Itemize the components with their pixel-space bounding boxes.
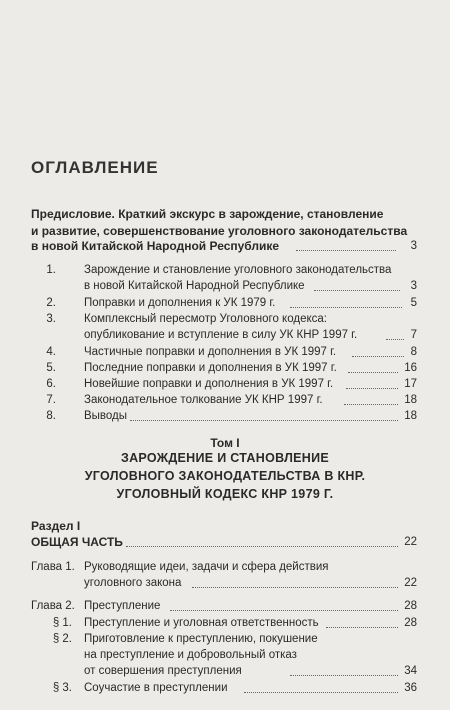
page-number: 22 bbox=[404, 536, 417, 548]
page-number: 22 bbox=[404, 577, 417, 589]
dot-leader bbox=[348, 361, 398, 373]
entry-line: Руководящие идеи, задачи и сфера действия bbox=[84, 561, 329, 573]
dot-leader bbox=[296, 239, 396, 251]
page-number: 18 bbox=[404, 410, 417, 422]
item-number: 5. bbox=[46, 362, 56, 374]
section-label-row bbox=[0, 519, 450, 535]
toc-entry-paragraph-2 bbox=[0, 632, 450, 648]
dot-leader bbox=[290, 296, 402, 308]
paragraph-label: § 2. bbox=[52, 633, 72, 645]
preface-heading bbox=[31, 206, 421, 239]
page-number: 5 bbox=[410, 297, 417, 309]
entry-line: от совершения преступления bbox=[84, 665, 242, 677]
toc-entry-paragraph-1 bbox=[0, 616, 450, 632]
entry-line: на преступление и добровольный отказ bbox=[84, 649, 297, 661]
page-number: 36 bbox=[404, 682, 417, 694]
preface-line: Предисловие. Краткий экскурс в зарождение, становление bbox=[31, 207, 384, 221]
entry-line: Последние поправки и дополнения в УК 1997 г. bbox=[84, 362, 337, 374]
entry-line: Поправки и дополнения к УК 1979 г. bbox=[84, 297, 276, 309]
page-number: 34 bbox=[404, 665, 417, 677]
toc-entry-1 bbox=[0, 263, 450, 279]
toc-entry-chapter-2 bbox=[0, 599, 450, 615]
dot-leader bbox=[192, 576, 398, 588]
dot-leader bbox=[386, 328, 404, 340]
chapter-label: Глава 1. bbox=[31, 561, 75, 573]
volume-title-line: ЗАРОЖДЕНИЕ И СТАНОВЛЕНИЕ bbox=[120, 451, 330, 465]
toc-entry-2 bbox=[0, 296, 450, 312]
page-title: ОГЛАВЛЕНИЕ bbox=[31, 158, 159, 177]
page-number: 28 bbox=[404, 617, 417, 629]
entry-line: Зарождение и становление уголовного законодательства bbox=[84, 264, 392, 276]
volume-title-line: УГОЛОВНЫЙ КОДЕКС КНР 1979 Г. bbox=[116, 487, 334, 501]
entry-line: Преступление и уголовная ответственность bbox=[84, 617, 319, 629]
dot-leader bbox=[326, 616, 398, 628]
toc-entry-chapter-1 bbox=[0, 560, 450, 576]
entry-line: Частичные поправки и дополнения в УК 1997 г. bbox=[84, 346, 337, 358]
toc-entry-5 bbox=[0, 361, 450, 377]
item-number: 1. bbox=[46, 264, 56, 276]
dot-leader bbox=[130, 409, 398, 421]
entry-line: уголовного закона bbox=[84, 577, 182, 589]
page-number: 7 bbox=[410, 329, 417, 341]
entry-line: Преступление bbox=[84, 600, 161, 612]
page-number: 16 bbox=[404, 362, 417, 374]
dot-leader bbox=[344, 393, 398, 405]
toc-entry-3-cont bbox=[0, 328, 450, 344]
toc-entry-paragraph-3 bbox=[0, 681, 450, 697]
page-number: 18 bbox=[404, 394, 417, 406]
dot-leader bbox=[314, 279, 400, 291]
paragraph-label: § 1. bbox=[52, 617, 72, 629]
dot-leader bbox=[352, 345, 404, 357]
dot-leader bbox=[346, 377, 398, 389]
toc-entry-1-cont bbox=[0, 279, 450, 295]
toc-entry-preface bbox=[0, 239, 450, 255]
page-number: 3 bbox=[410, 240, 417, 252]
section-label: Раздел I bbox=[31, 519, 81, 533]
item-number: 7. bbox=[46, 394, 56, 406]
toc-entry-3 bbox=[0, 312, 450, 328]
section-title: ОБЩАЯ ЧАСТЬ bbox=[31, 535, 123, 549]
entry-line: в новой Китайской Народной Республике bbox=[84, 280, 305, 292]
page-number: 17 bbox=[404, 378, 417, 390]
item-number: 3. bbox=[46, 313, 56, 325]
volume-title-line: УГОЛОВНОГО ЗАКОНОДАТЕЛЬСТВА В КНР. bbox=[84, 469, 366, 483]
chapter-label: Глава 2. bbox=[31, 600, 75, 612]
page-number: 8 bbox=[410, 346, 417, 358]
toc-entry-chapter-1-cont bbox=[0, 576, 450, 592]
dot-leader bbox=[170, 599, 398, 611]
entry-line: Приготовление к преступлению, покушение bbox=[84, 633, 318, 645]
toc-entry-section bbox=[0, 535, 450, 551]
toc-entry-8 bbox=[0, 409, 450, 425]
entry-line: Соучастие в преступлении bbox=[84, 682, 228, 694]
entry-line: Комплексный пересмотр Уголовного кодекса: bbox=[84, 313, 327, 325]
toc-entry-paragraph-2-cont bbox=[0, 664, 450, 680]
preface-line: в новой Китайской Народной Республике bbox=[31, 239, 280, 253]
dot-leader bbox=[244, 681, 398, 693]
item-number: 4. bbox=[46, 346, 56, 358]
dot-leader bbox=[290, 664, 398, 676]
toc-entry-7 bbox=[0, 393, 450, 409]
entry-line: Законодательное толкование УК КНР 1997 г. bbox=[84, 394, 323, 406]
item-number: 8. bbox=[46, 410, 56, 422]
paragraph-label: § 3. bbox=[52, 682, 72, 694]
volume-label: Том I bbox=[210, 436, 240, 450]
toc-entry-paragraph-2-cont bbox=[0, 648, 450, 664]
dot-leader bbox=[126, 535, 398, 547]
toc-entry-6 bbox=[0, 377, 450, 393]
preface-line: и развитие, совершенствование уголовного законодательства bbox=[31, 223, 408, 238]
toc-entry-4 bbox=[0, 345, 450, 361]
item-number: 2. bbox=[46, 297, 56, 309]
page-number: 28 bbox=[404, 600, 417, 612]
page-number: 3 bbox=[410, 280, 417, 292]
entry-line: Новейшие поправки и дополнения в УК 1997 г. bbox=[84, 378, 334, 390]
entry-line: Выводы bbox=[84, 410, 128, 422]
entry-line: опубликование и вступление в силу УК КНР 1997 г. bbox=[84, 329, 358, 341]
item-number: 6. bbox=[46, 378, 56, 390]
